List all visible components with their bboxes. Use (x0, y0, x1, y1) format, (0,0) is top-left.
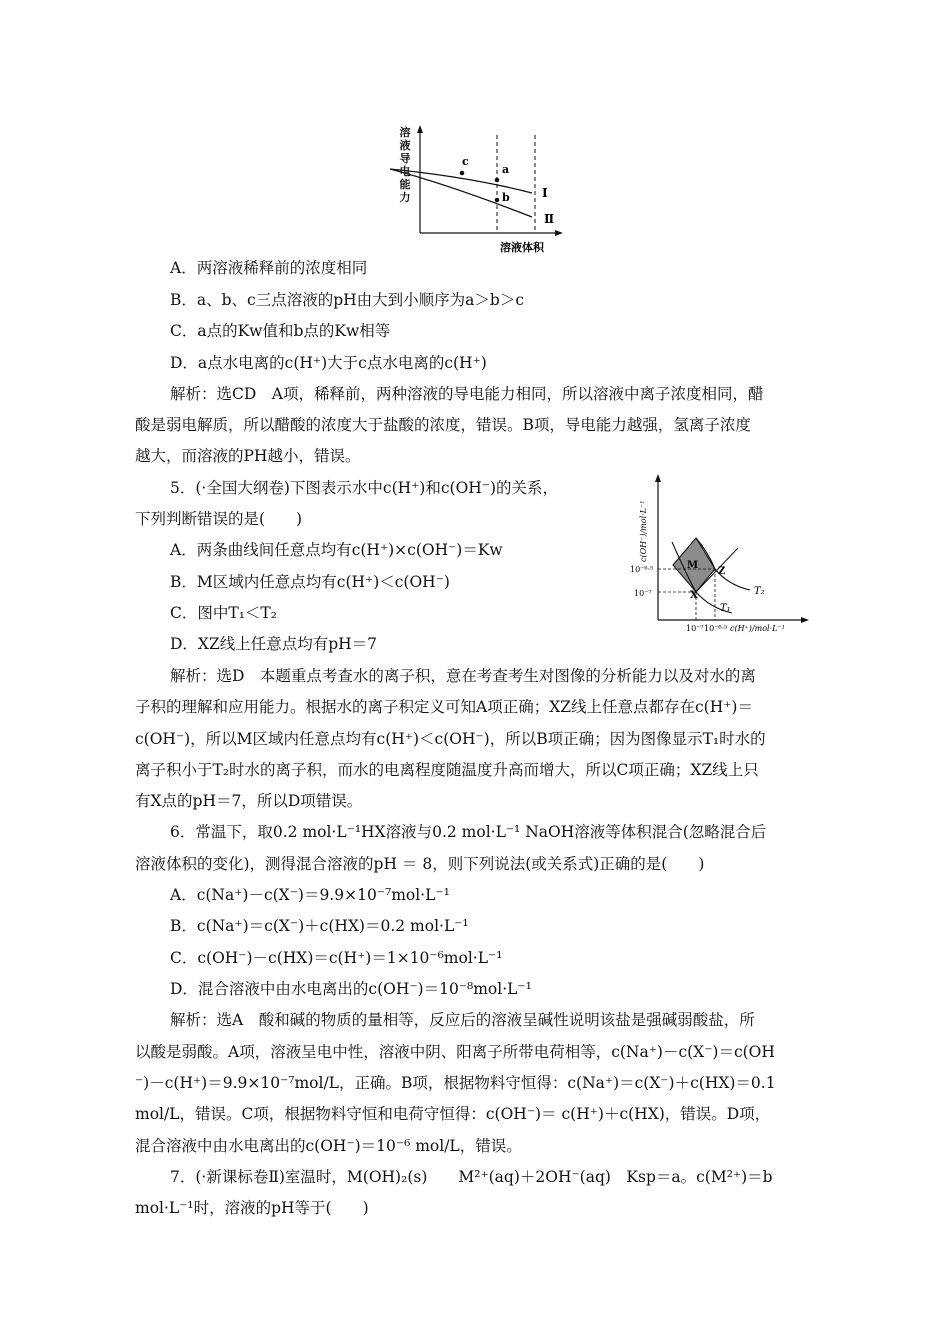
label-T2: T₂ (754, 586, 765, 597)
q5-stem-1: 5．(·全国大纲卷)下图表示水中c(H⁺)和c(OH⁻)的关系， (170, 479, 559, 497)
q5-stem-2: 下列判断错误的是( ) (135, 510, 303, 528)
q4-analysis-1: 解析：选CD A项，稀释前，两种溶液的导电能力相同，所以溶液中离子浓度相同，醋 (170, 385, 764, 403)
x-axis-label: c(H⁺)/mol·L⁻¹ (730, 624, 785, 633)
figure-water-ion-chart (628, 470, 813, 640)
label-curve-I: Ⅰ (542, 186, 548, 200)
label-T1: T₁ (720, 603, 731, 614)
label-M: M (687, 560, 699, 571)
y-label-char: 电 (399, 165, 411, 178)
q6-stem-2: 溶液体积的变化)，测得混合溶液的pH ＝ 8，则下列说法(或关系式)正确的是( ) (135, 855, 705, 873)
q5-option-c: C．图中T₁＜T₂ (170, 604, 277, 622)
label-Z: Z (718, 566, 726, 577)
q5-option-b: B．M区域内任意点均有c(H⁺)＜c(OH⁻) (170, 573, 450, 591)
x-axis-arrow (801, 617, 809, 623)
label-c: c (462, 155, 469, 168)
q6-analysis-2: 以酸是弱酸。A项，溶液呈电中性，溶液中阴、阳离子所带电荷相等，c(Na⁺)－c(X⁻)＝c(OH (135, 1043, 775, 1061)
point-c (460, 171, 465, 176)
q6-option-b: B．c(Na⁺)＝c(X⁻)＋c(HX)＝0.2 mol·L⁻¹ (170, 917, 469, 935)
q6-option-c: C．c(OH⁻)－c(HX)＝c(H⁺)＝1×10⁻⁶mol·L⁻¹ (170, 949, 503, 967)
y-label-char: 溶 (399, 126, 411, 139)
q5-analysis-4: 离子积小于T₂时水的离子积，而水的电离程度随温度升高而增大，所以C项正确；XZ线上只 (135, 761, 759, 779)
y-axis-label: c(OH⁻)/mol·L⁻¹ (639, 500, 648, 562)
label-X: X (690, 590, 698, 601)
ytick-high: 10⁻⁶·⁵ (630, 565, 654, 574)
y-axis-arrow (655, 474, 661, 482)
label-a: a (502, 163, 510, 176)
q4-option-b: B．a、b、c三点溶液的pH由大到小顺序为a＞b＞c (170, 291, 525, 309)
q6-analysis-4: mol/L，错误。C项，根据物料守恒和电荷守恒得：c(OH⁻)＝ c(H⁺)＋c(HX)，错误。D项， (135, 1105, 771, 1123)
q6-analysis-1: 解析：选A 酸和碱的物质的量相等，反应后的溶液呈碱性说明该盐是强碱弱酸盐，所 (170, 1011, 755, 1029)
y-axis-arrow (417, 125, 423, 133)
q4-option-d: D．a点水电离的c(H⁺)大于c点水电离的c(H⁺) (170, 354, 487, 372)
q5-analysis-1: 解析：选D 本题重点考查水的离子积，意在考查考生对图像的分析能力以及对水的离 (170, 667, 756, 685)
q7-stem-2: mol·L⁻¹时，溶液的pH等于( ) (135, 1199, 369, 1217)
q4-option-c: C．a点的Kw值和b点的Kw相等 (170, 322, 391, 340)
y-label-char: 力 (399, 191, 411, 204)
x-axis-label: 溶液体积 (500, 241, 544, 254)
q6-analysis-3: ⁻)－c(H⁺)＝9.9×10⁻⁷mol/L，正确。B项，根据物料守恒得：c(Na⁺)＝c(X⁻)＋c(HX)＝0.1 (135, 1074, 776, 1092)
ytick-low: 10⁻⁷ (634, 589, 652, 598)
y-label-char: 能 (399, 178, 411, 191)
figure-conductivity-chart (390, 125, 570, 255)
q5-analysis-2: 子积的理解和应用能力。根据水的离子积定义可知A项正确；XZ线上任意点都存在c(H⁺)＝ (135, 698, 753, 716)
q6-stem-1: 6．常温下，取0.2 mol·L⁻¹HX溶液与0.2 mol·L⁻¹ NaOH溶液等体积混合(忽略混合后 (170, 823, 767, 841)
label-curve-II: Ⅱ (544, 212, 555, 226)
q6-option-d: D．混合溶液中由水电离出的c(OH⁻)＝10⁻⁸mol·L⁻¹ (170, 980, 532, 998)
xtick-low: 10⁻⁷ (686, 624, 704, 633)
q5-analysis-5: 有X点的pH＝7，所以D项错误。 (135, 792, 363, 810)
x-axis-arrow (555, 230, 563, 236)
q5-option-d: D．XZ线上任意点均有pH＝7 (170, 635, 378, 653)
q7-stem-1: 7．(·新课标卷Ⅱ)室温时，M(OH)₂(s) M²⁺(aq)＋2OH⁻(aq) Ksp＝a。c(M²⁺)＝b (170, 1168, 773, 1186)
q6-option-a: A．c(Na⁺)－c(X⁻)＝9.9×10⁻⁷mol·L⁻¹ (170, 886, 450, 904)
y-axis-label (398, 126, 412, 204)
y-label-char: 液 (399, 139, 411, 152)
y-label-char: 导 (399, 152, 411, 165)
q5-option-a: A．两条曲线间任意点均有c(H⁺)×c(OH⁻)＝Kw (170, 541, 503, 559)
q4-analysis-3: 越大，而溶液的PH越小，错误。 (135, 447, 361, 465)
point-a (495, 178, 500, 183)
q5-analysis-3: c(OH⁻)，所以M区域内任意点均有c(H⁺)＜c(OH⁻)，所以B项正确；因为图像显示T₁时水的 (135, 730, 766, 748)
q4-option-a: A．两溶液稀释前的浓度相同 (170, 259, 368, 277)
xtick-high: 10⁻⁶·⁵ (704, 624, 728, 633)
q4-analysis-2: 酸是弱电解质，所以醋酸的浓度大于盐酸的浓度，错误。B项，导电能力越强，氢离子浓度 (135, 416, 751, 434)
q6-analysis-5: 混合溶液中由水电离出的c(OH⁻)＝10⁻⁶ mol/L，错误。 (135, 1137, 522, 1155)
label-b: b (502, 191, 510, 204)
point-b (495, 198, 500, 203)
